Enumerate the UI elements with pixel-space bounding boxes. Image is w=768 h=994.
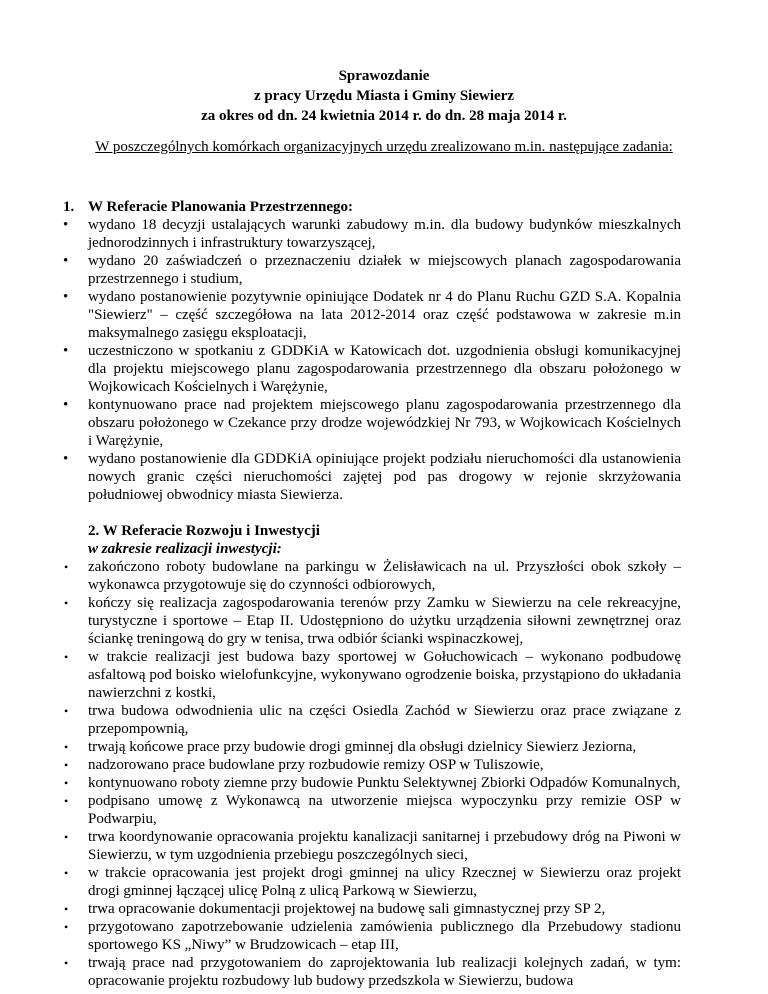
list-item (63, 342, 681, 396)
list-item-text: wydano 20 zaświadczeń o przeznaczeniu działek w miejscowych planach zagospodarowania przestrzennego i studium, (88, 253, 681, 287)
list-item (64, 900, 681, 918)
bullet-icon: • (64, 866, 69, 880)
list-item-text: kontynuowano prace nad projektem miejscowego planu zagospodarowania przestrzennego dla obszaru położonego w Czekance przy drodze wojewódzkiej Nr 793, w Wojkowicach Kościelnych i Warężynie, (88, 397, 681, 449)
list-item-text: przygotowano zapotrzebowanie udzielenia zamówienia publicznego dla Przebudowy stadionu sportowego KS „Niwy” w Brudzowicach – etap III, (88, 919, 681, 953)
list-item-text: podpisano umowę z Wykonawcą na utworzenie miejsca wypoczynku przy remizie OSP w Podwarpiu, (88, 793, 681, 827)
bullet-icon: • (63, 253, 69, 269)
list-item (63, 396, 681, 450)
list-item (64, 828, 681, 864)
list-item (63, 288, 681, 342)
title-line-2: z pracy Urzędu Miasta i Gminy Siewierz (254, 88, 514, 104)
document-title (0, 66, 768, 126)
title-line-1: Sprawozdanie (338, 68, 430, 84)
section-1-heading (63, 198, 681, 216)
title-line-3: za okres od dn. 24 kwietnia 2014 r. do dn. 28 maja 2014 r. (201, 108, 567, 124)
list-item-text: trwa koordynowanie opracowania projektu kanalizacji sanitarnej i przebudowy dróg na Piwoni w Siewierzu, w tym uzgodnienia przebiegu poszczególnych sieci, (88, 829, 681, 863)
list-item (64, 594, 681, 648)
bullet-icon: • (63, 397, 69, 413)
section-2-heading: 2. W Referacie Rozwoju i Inwestycji (88, 523, 320, 539)
list-item (64, 774, 681, 792)
section-2-list (64, 558, 681, 990)
section-2-subheading: w zakresie realizacji inwestycji: (88, 541, 282, 557)
list-item-text: trwa opracowanie dokumentacji projektowej na budowę sali gimnastycznej przy SP 2, (88, 901, 606, 917)
list-item (64, 558, 681, 594)
list-item (63, 216, 681, 252)
bullet-icon: • (64, 920, 69, 934)
bullet-icon: • (64, 560, 69, 574)
list-item (64, 792, 681, 828)
list-item-text: trwa budowa odwodnienia ulic na części Osiedla Zachód w Siewierzu oraz prace związane z przepompownią, (88, 703, 681, 737)
list-item (64, 918, 681, 954)
list-item (63, 252, 681, 288)
list-item-text: nadzorowano prace budowlane przy rozbudowie remizy OSP w Tuliszowie, (88, 757, 544, 773)
bullet-icon: • (64, 650, 69, 664)
list-item-text: zakończono roboty budowlane na parkingu w Żelisławicach na ul. Przyszłości obok szkoły – wykonawca przygotowuje się do czynności odbiorowych, (88, 559, 681, 593)
bullet-icon: • (63, 343, 69, 359)
list-item-text: kontynuowano roboty ziemne przy budowie Punktu Selektywnej Zbiorki Odpadów Komunalnych, (88, 775, 681, 791)
list-item-text: wydano postanowienie pozytywnie opiniujące Dodatek nr 4 do Planu Ruchu GZD S.A. Kopalnia "Siewierz" – część szczegółowa na lata 2012-2014 oraz część podstawowa w zakresie m.in maksymalnego zasięgu eksploatacji, (88, 289, 681, 341)
list-item-text: w trakcie realizacji jest budowa bazy sportowej w Gołuchowicach – wykonano podbudowę asfaltową pod boisko wielofunkcyjne, wykonywano ogrodzenie boiska, przystąpiono do układania nawierzchni z kostki, (88, 649, 681, 701)
bullet-icon: • (64, 902, 69, 916)
list-item-text: wydano postanowienie dla GDDKiA opiniujące projekt podziału nieruchomości dla ustanowienia nowych granic części nieruchomości zajętej pod pas drogowy w rejonie skrzyżowania południowej obwodnicy miasta Siewierza. (88, 451, 681, 503)
section-1-number: 1. (63, 199, 75, 215)
bullet-icon: • (64, 830, 69, 844)
bullet-icon: • (63, 451, 69, 467)
list-item (64, 954, 681, 990)
list-item (64, 648, 681, 702)
list-item (64, 756, 681, 774)
list-item (64, 864, 681, 900)
list-item-text: uczestniczono w spotkaniu z GDDKiA w Katowicach dot. uzgodnienia obsługi komunikacyjnej dla projektu miejscowego planu zagospodarowania przestrzennego dla obszaru położonego w Wojkowicach Kościelnych i Warężynie, (88, 343, 681, 395)
bullet-icon: • (64, 758, 69, 772)
list-item-text: kończy się realizacja zagospodarowania terenów przy Zamku w Siewierzu na cele rekreacyjne, turystyczne i sportowe – Etap II. Udostępniono do użytku urządzenia siłowni zewnętrznej oraz ściankę treningową do gry w tenisa, trwa odbiór ścianki wspinaczkowej, (88, 595, 681, 647)
bullet-icon: • (64, 704, 69, 718)
bullet-icon: • (63, 217, 69, 233)
section-1-title: W Referacie Planowania Przestrzennego: (88, 199, 354, 215)
intro-text: W poszczególnych komórkach organizacyjnych urzędu zrealizowano m.in. następujące zadania: (95, 139, 673, 155)
document-body (63, 198, 681, 990)
list-item-text: trwają końcowe prace przy budowie drogi gminnej dla obsługi dzielnicy Siewierz Jeziorna, (88, 739, 637, 755)
list-item-text: w trakcie opracowania jest projekt drogi gminnej na ulicy Rzecznej w Siewierzu oraz projekt drogi gminnej łączącej ulicę Polną z ulicą Parkową w Siewierzu, (88, 865, 681, 899)
bullet-icon: • (63, 289, 69, 305)
section-1-list (63, 216, 681, 504)
bullet-icon: • (64, 776, 69, 790)
list-item (64, 702, 681, 738)
list-item-text: wydano 18 decyzji ustalających warunki zabudowy m.in. dla budowy budynków mieszkalnych jednorodzinnych i infrastruktury towarzyszącej, (88, 217, 681, 251)
bullet-icon: • (64, 596, 69, 610)
bullet-icon: • (64, 956, 69, 970)
list-item-text: trwają prace nad przygotowaniem do zaprojektowania lub realizacji kolejnych zadań, w tym: opracowanie projektu rozbudowy lub budowy przedszkola w Siewierzu, budowa (88, 955, 681, 989)
bullet-icon: • (64, 794, 69, 808)
list-item (63, 450, 681, 504)
bullet-icon: • (64, 740, 69, 754)
list-item (64, 738, 681, 756)
